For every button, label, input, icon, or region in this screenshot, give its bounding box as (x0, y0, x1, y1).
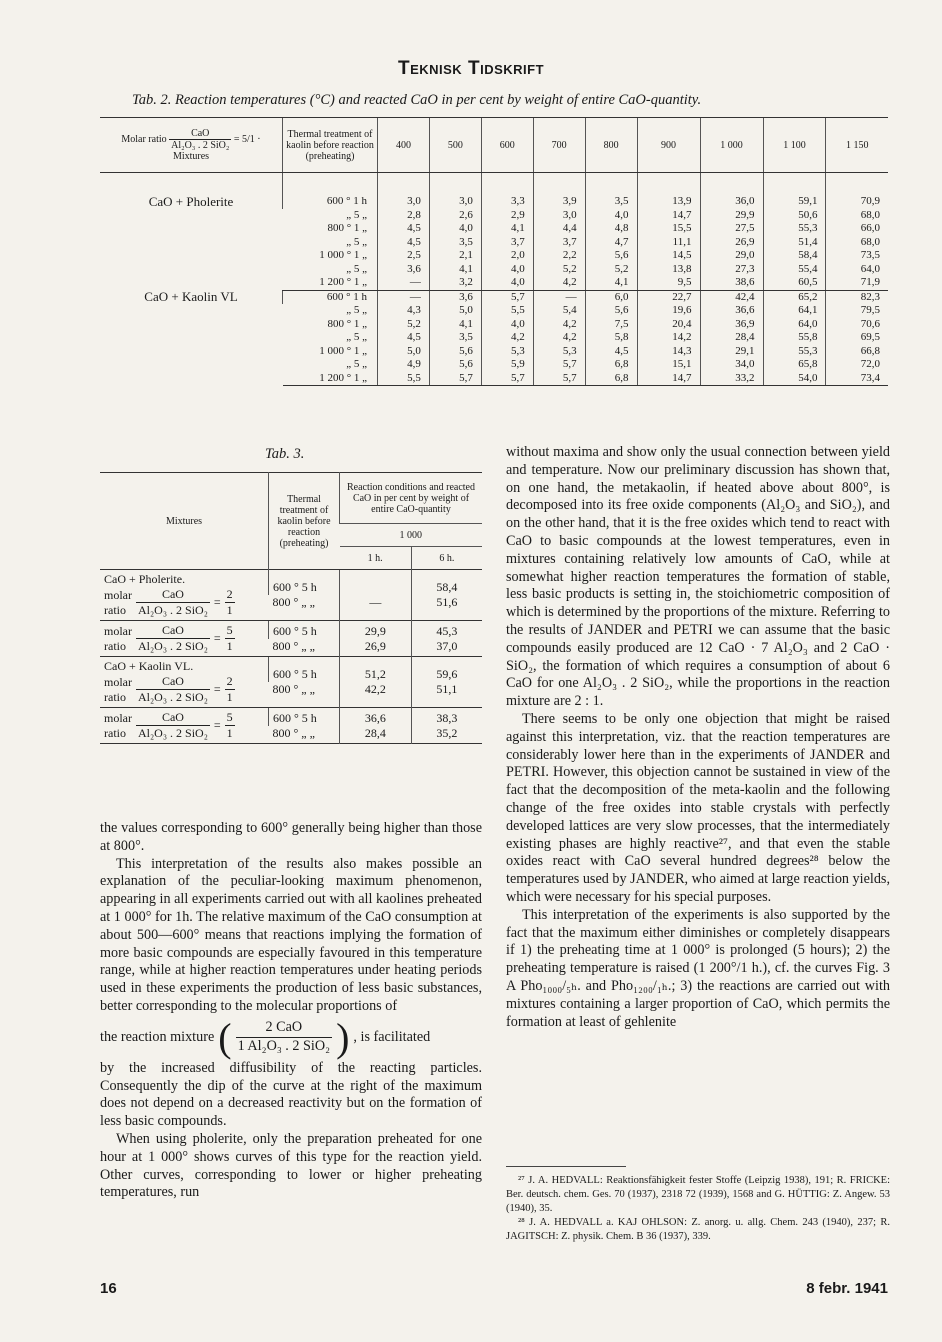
value-cell: 36,9 (700, 318, 763, 332)
value-cell: 38,6 (700, 276, 763, 290)
table-3 (100, 472, 482, 744)
journal-title: Teknisk Tidskrift (397, 58, 545, 79)
tab2-thermal-header: Thermal treatment of kaolin before reaction (preheating) (283, 118, 378, 173)
preheating-cell: „ 5 „ (346, 262, 367, 275)
value-cell: 27,3 (700, 263, 763, 277)
value-cell: 3,5 (585, 195, 637, 209)
mixture-name: CaO + Pholerite (148, 194, 234, 209)
frac-num: CaO (136, 623, 210, 639)
value-cell: 82,3 (826, 290, 888, 304)
value-cell: 2,6 (429, 209, 481, 223)
value-cell: 55,3 (763, 222, 826, 236)
value-cell: — (533, 290, 585, 304)
value-cell: 51,2 (340, 657, 412, 683)
value-cell: 3,0 (378, 195, 430, 209)
spacer-cell (585, 173, 637, 196)
value-cell: 55,8 (763, 331, 826, 345)
value-cell: 5,2 (585, 263, 637, 277)
value-cell: 28,4 (700, 331, 763, 345)
value-cell: 79,5 (826, 304, 888, 318)
value-cell: 13,9 (637, 195, 700, 209)
ratio-num: 5 (226, 623, 233, 637)
value-cell: 5,5 (378, 372, 430, 386)
molar-ratio-line (104, 623, 264, 654)
value-cell: 3,3 (481, 195, 533, 209)
value-cell: 14,7 (637, 372, 700, 386)
value-cell: 5,0 (429, 304, 481, 318)
value-cell: 55,3 (763, 345, 826, 359)
value-cell: 68,0 (826, 209, 888, 223)
ratio-label: ratio (104, 638, 126, 653)
footnotes (506, 1174, 890, 1244)
mixture-name: CaO + Kaolin VL (144, 289, 238, 304)
value-cell: 4,0 (585, 209, 637, 223)
value-cell: — (340, 595, 412, 621)
value-cell: 6,8 (585, 372, 637, 386)
preheating-cell: 800 ° 1 „ (327, 222, 367, 234)
value-cell: 58,4 (411, 570, 482, 596)
value-cell: 51,4 (763, 236, 826, 250)
value-cell: 5,0 (378, 345, 430, 359)
tab2-temp-header: 700 (533, 118, 585, 173)
value-cell: 26,9 (340, 639, 412, 657)
equals-sign: = (213, 631, 221, 645)
group-label: CaO + Pholerite. (104, 572, 186, 586)
ratio-label: ratio (104, 602, 126, 617)
value-cell: 3,9 (533, 195, 585, 209)
value-cell: 66,8 (826, 345, 888, 359)
paragraph: There seems to be only one objection that might be raised against this interpretation, viz. that the reaction temperatures are considerably lower here than in the experiments of JANDER and PETRI. However, this objection cannot be sustained in view of the fact that the decomposition of the meta-kaolin and the following change of the free oxides into stable crystals with perfectly developed lattices are very slow processes, that the intermediately existing phases are highly reactive²⁷, and that even the stable oxides react with CaO several hundred degrees²⁸ below the temperatures used by JANDER, who aimed at large reaction yields, which were necessary for his special purposes. (506, 710, 890, 905)
preheating-cell: 800 ° „ „ (272, 725, 315, 740)
value-cell: 4,5 (378, 331, 430, 345)
value-cell: 22,7 (637, 290, 700, 304)
footnote-28: ²⁸ J. A. HEDVALL a. KAJ OHLSON: Z. anorg. u. allg. Chem. 243 (1940), 237; R. JAGITSCH: Z. physik. Chem. B 36 (1937), 339. (506, 1217, 890, 1242)
value-cell: 26,9 (700, 236, 763, 250)
mixtures-label: Mixtures (172, 151, 210, 162)
value-cell: 15,1 (637, 358, 700, 372)
value-cell: 5,8 (585, 331, 637, 345)
preheating-cell: 1 200 ° 1 „ (283, 372, 378, 386)
value-cell: 64,1 (763, 304, 826, 318)
value-cell: 2,8 (378, 209, 430, 223)
preheating-cell: 1 200 ° 1 „ (283, 276, 378, 290)
ratio-num: 2 (226, 587, 233, 601)
value-cell: 5,6 (585, 304, 637, 318)
value-cell: 5,4 (533, 304, 585, 318)
paragraph: When using pholerite, only the preparation preheated for one hour at 1 000° shows curves of this type for the reaction yield. Other curves, corresponding to lower or higher preheating temperatures, run (100, 1130, 482, 1201)
value-cell: 28,4 (340, 726, 412, 744)
spacer-cell (283, 173, 378, 196)
value-cell: 27,5 (700, 222, 763, 236)
frac-den: Al₂O₃ . 2 SiO₂ (138, 603, 208, 617)
value-cell: 73,4 (826, 372, 888, 386)
preheating-cell: 800 ° „ „ (272, 682, 315, 696)
tab3-mixture-cell (100, 621, 269, 657)
spacer-cell (100, 173, 283, 196)
value-cell: 5,7 (481, 290, 533, 304)
ratio-fraction (136, 674, 210, 705)
table-row (100, 290, 888, 304)
value-cell: 5,3 (533, 345, 585, 359)
molar-label: molar (104, 710, 132, 725)
preheating-cell: 1 000 ° 1 „ (319, 344, 367, 357)
tab2-caption: Tab. 2. Reaction temperatures (°C) and reacted CaO in per cent by weight of entire CaO-quantity. (132, 92, 702, 108)
value-cell: 59,1 (763, 195, 826, 209)
value-cell: 4,0 (429, 222, 481, 236)
value-cell: 37,0 (411, 639, 482, 657)
value-cell: 42,4 (700, 290, 763, 304)
preheating-cell: 1 000 ° 1 „ (319, 249, 367, 261)
value-cell: 4,0 (481, 276, 533, 290)
ratio-value (225, 710, 235, 741)
value-cell: 4,4 (533, 222, 585, 236)
ratio-den: 1 (226, 603, 233, 617)
value-cell: 6,8 (585, 358, 637, 372)
value-cell: 5,7 (429, 372, 481, 386)
page-number: 16 (100, 1280, 117, 1297)
frac-num: CaO (136, 587, 210, 603)
preheating-cell: 600 ° 5 h (269, 657, 340, 683)
ratio-den: 1 (226, 639, 233, 653)
spacer-cell (826, 173, 888, 196)
preheating-cell: „ 5 „ (346, 331, 367, 343)
value-cell: — (378, 290, 430, 304)
value-cell: 64,0 (763, 318, 826, 332)
value-cell: 5,9 (481, 358, 533, 372)
value-cell: 33,2 (700, 372, 763, 386)
preheating-cell: 600 ° 5 h (269, 570, 340, 596)
value-cell: 36,0 (700, 195, 763, 209)
paren-close: ) (336, 1014, 350, 1060)
value-cell: 5,7 (533, 358, 585, 372)
value-cell: 35,2 (411, 726, 482, 744)
frac-den: Al₂O₃ . 2 SiO₂ (138, 726, 208, 740)
equation-fraction (236, 1019, 333, 1056)
tab3-caption: Tab. 3. (265, 446, 305, 462)
frac-den: Al₂O₃ . 2 SiO₂ (138, 639, 208, 653)
value-cell: 2,5 (378, 249, 430, 263)
ratio-den: 1 (226, 690, 233, 704)
tab2-temp-header: 600 (481, 118, 533, 173)
eq-numerator: 2 CaO (236, 1019, 333, 1038)
tab2-temp-header: 900 (637, 118, 700, 173)
spacer-cell (481, 173, 533, 196)
tab2-mixtures-header (100, 118, 283, 173)
value-cell: 3,0 (429, 195, 481, 209)
value-cell: 4,2 (481, 331, 533, 345)
value-cell: 70,9 (826, 195, 888, 209)
tab3-reaction-header: Reaction conditions and reacted CaO in per cent by weight of entire CaO-quantity (340, 473, 483, 524)
value-cell: 69,5 (826, 331, 888, 345)
eq-denominator: 1 Al₂O₃ . 2 SiO₂ (237, 1038, 331, 1055)
preheating-cell: 800 ° 1 „ (327, 317, 367, 330)
value-cell: 5,5 (481, 304, 533, 318)
value-cell: 2,9 (481, 209, 533, 223)
preheating-cell: 600 ° 1 h (283, 290, 378, 304)
spacer-cell (533, 173, 585, 196)
molar-label: molar (104, 623, 132, 638)
value-cell: 3,0 (533, 209, 585, 223)
value-cell: 5,2 (533, 263, 585, 277)
tab2-temp-header: 1 100 (763, 118, 826, 173)
ratio-fraction (136, 710, 210, 741)
molar-ratio-line (104, 674, 264, 705)
ratio-den: 1 (226, 726, 233, 740)
tab3-temp-header: 1 000 (340, 524, 483, 547)
group-label: CaO + Kaolin VL. (104, 659, 194, 673)
value-cell: 50,6 (763, 209, 826, 223)
value-cell: 70,6 (826, 318, 888, 332)
spacer-cell (378, 173, 430, 196)
value-cell: 6,0 (585, 290, 637, 304)
molar-ratio-text (104, 675, 132, 705)
tab2-spacer-row (100, 173, 888, 196)
value-cell: 7,5 (585, 318, 637, 332)
value-cell: 5,3 (481, 345, 533, 359)
value-cell (340, 570, 412, 596)
frac-num: CaO (136, 710, 210, 726)
tab2-temp-header: 1 000 (700, 118, 763, 173)
ratio-num: 2 (226, 674, 233, 688)
paragraph: the values corresponding to 600° generally being higher than those at 800°. (100, 820, 482, 854)
molar-ratio-text (104, 624, 132, 654)
spacer-cell (763, 173, 826, 196)
value-cell: 4,2 (533, 331, 585, 345)
paragraph: This interpretation of the experiments is also supported by the fact that the maximum either diminishes or completely disappears if 1) the preheating time at 1 000° is prolonged (5 hours); 2) the preheating temperature is raised (1 200°/1 h.), cf. the curves Fig. 3 A Pho₁₀₀₀/₅ₕ. and Pho₁₂₀₀/₁ₕ.; 3) the reactions are carried out with mixtures containing a larger proportion of CaO, which permits the formation at least of gehlenite (506, 906, 890, 1030)
molar-ratio-label: Molar ratio (121, 133, 167, 145)
ratio-value: = 5/1 · (233, 133, 261, 145)
value-cell: 5,7 (481, 372, 533, 386)
value-cell: 64,0 (826, 263, 888, 277)
preheating-cell: „ 5 „ (346, 358, 367, 370)
value-cell: 4,1 (429, 263, 481, 277)
frac-num: CaO (136, 674, 210, 690)
paragraph: This interpretation of the results also makes possible an explanation of the peculiar-looking maximum phenomenon, appearing in all experiments carried out with all kaolines preheated at 1 000° for 1h. The relative maximum of the CaO consumption at about 500—600° means that reactions implying the formation of more basic compounds are especially favoured in this temperature range, while at higher reaction temperatures under heating periods used in these experiments the production of less basic substances, better corresponding to the molecular proportions of (100, 855, 482, 1014)
ratio-value (225, 587, 235, 618)
ratio-value (225, 674, 235, 705)
value-cell: 36,6 (700, 304, 763, 318)
tab3-1h-header: 1 h. (340, 547, 412, 570)
preheating-cell: „ 5 „ (346, 208, 367, 221)
value-cell: 4,8 (585, 222, 637, 236)
tab3-thermal-header: Thermal treatment of kaolin before reaction (preheating) (269, 473, 340, 570)
tab3-6h-header: 6 h. (411, 547, 482, 570)
value-cell: 38,3 (411, 708, 482, 726)
value-cell: 4,2 (533, 276, 585, 290)
paren-open: ( (218, 1014, 232, 1060)
value-cell: 9,5 (637, 276, 700, 290)
table-row (100, 708, 482, 726)
value-cell: 71,9 (826, 276, 888, 290)
value-cell: 4,0 (481, 263, 533, 277)
value-cell: 29,9 (700, 209, 763, 223)
molar-ratio-line (104, 587, 264, 618)
value-cell: 4,3 (378, 304, 430, 318)
value-cell: 3,6 (429, 290, 481, 304)
tab3-mixtures-header: Mixtures (165, 515, 203, 527)
spacer-cell (637, 173, 700, 196)
paragraph: without maxima and show only the usual connection between yield and temperature. Now our preliminary discussion has shown that, on one hand, the metakaolin, if heated above about 800°, is decomposed into its free oxide components (Al₂O₃ and SiO₂), and on the other hand, that it is the free oxides which tend to react with CaO to basic compounds at the lowest temperatures, even in mixtures containing relatively low amounts of CaO, while at somewhat higher reaction temperatures the formation of stable, less basic products is setting in, the stoichiometric composition of which is determined by the proportions of the mixture. Referring to the results of JANDER and PETRI we can assume that the basic compounds easily produced are 12 CaO · 7 Al₂O₃ and 2 CaO · SiO₂, the formation of which requires a consumption of about 6 CaO for one Al₂O₃ . 2 SiO₂, while the proportions in the reaction mixture are 2 : 1. (506, 444, 890, 710)
ratio-value (225, 623, 235, 654)
value-cell: 36,6 (340, 708, 412, 726)
ratio-label: ratio (104, 725, 126, 740)
value-cell: 4,5 (378, 236, 430, 250)
preheating-cell: 600 ° 5 h (269, 621, 340, 639)
value-cell: 4,2 (533, 318, 585, 332)
tab3-mixture-cell (100, 570, 269, 621)
value-cell: 4,0 (481, 318, 533, 332)
frac-num: CaO (169, 128, 231, 140)
value-cell: 55,4 (763, 263, 826, 277)
table-row (100, 570, 482, 596)
frac-den: Al₂O₃ . 2 SiO₂ (171, 140, 230, 151)
value-cell: 3,2 (429, 276, 481, 290)
preheating-cell: 600 ° 1 h (283, 195, 378, 209)
value-cell: — (378, 276, 430, 290)
equals-sign: = (213, 595, 221, 609)
value-cell: 68,0 (826, 236, 888, 250)
tab3-mixture-cell (100, 708, 269, 744)
table-row (100, 657, 482, 683)
value-cell: 4,1 (429, 318, 481, 332)
preheating-cell: „ 5 „ (346, 304, 367, 316)
value-cell: 42,2 (340, 682, 412, 708)
value-cell: 5,6 (585, 249, 637, 263)
value-cell: 13,8 (637, 263, 700, 277)
right-column (506, 444, 890, 1031)
value-cell: 19,6 (637, 304, 700, 318)
value-cell: 51,1 (411, 682, 482, 708)
value-cell: 14,5 (637, 249, 700, 263)
value-cell: 4,1 (481, 222, 533, 236)
value-cell: 3,7 (533, 236, 585, 250)
equation-suffix: , is facilitated (353, 1028, 431, 1045)
value-cell: 4,5 (378, 222, 430, 236)
equals-sign: = (213, 718, 221, 732)
value-cell: 20,4 (637, 318, 700, 332)
value-cell: 14,7 (637, 209, 700, 223)
value-cell: 5,6 (429, 345, 481, 359)
value-cell: 58,4 (763, 249, 826, 263)
value-cell: 65,2 (763, 290, 826, 304)
table-row (100, 621, 482, 639)
preheating-cell: 800 ° „ „ (272, 638, 315, 653)
value-cell: 11,1 (637, 236, 700, 250)
value-cell: 14,3 (637, 345, 700, 359)
value-cell: 3,6 (378, 263, 430, 277)
value-cell: 4,9 (378, 358, 430, 372)
ratio-num: 5 (226, 710, 233, 724)
value-cell: 72,0 (826, 358, 888, 372)
value-cell: 51,6 (411, 595, 482, 621)
tab3-mixture-cell (100, 657, 269, 708)
value-cell: 29,0 (700, 249, 763, 263)
value-cell: 73,5 (826, 249, 888, 263)
footnote-rule (506, 1166, 626, 1167)
value-cell: 2,1 (429, 249, 481, 263)
preheating-cell: 800 ° „ „ (272, 595, 315, 609)
value-cell: 15,5 (637, 222, 700, 236)
equation-prefix: the reaction mixture (100, 1028, 215, 1045)
value-cell: 59,6 (411, 657, 482, 683)
molar-ratio-text (104, 711, 132, 741)
issue-date: 8 febr. 1941 (806, 1280, 888, 1297)
ratio-fraction (136, 587, 210, 618)
value-cell: 14,2 (637, 331, 700, 345)
value-cell: 54,0 (763, 372, 826, 386)
value-cell: 2,0 (481, 249, 533, 263)
value-cell: 34,0 (700, 358, 763, 372)
equals-sign: = (213, 682, 221, 696)
molar-label: molar (104, 674, 132, 689)
molar-label: molar (104, 587, 132, 602)
value-cell: 60,5 (763, 276, 826, 290)
value-cell: 5,7 (533, 372, 585, 386)
value-cell: 29,1 (700, 345, 763, 359)
tab2-temp-header: 500 (429, 118, 481, 173)
value-cell: 3,7 (481, 236, 533, 250)
value-cell: 3,5 (429, 236, 481, 250)
molar-ratio-text (104, 588, 132, 618)
left-column (100, 820, 482, 1202)
tab2-temp-header: 800 (585, 118, 637, 173)
frac-den: Al₂O₃ . 2 SiO₂ (138, 690, 208, 704)
equation-line (100, 1014, 482, 1060)
value-cell: 4,1 (585, 276, 637, 290)
footnote-27: ²⁷ J. A. HEDVALL: Reaktionsfähigkeit fester Stoffe (Leipzig 1938), 191; R. FRICKE: Ber. deutsch. chem. Ges. 70 (1937), 2318 72 (1939), 1568 and G. HÜTTIG: Z. Angew. 53 (1940), 35. (506, 1175, 890, 1214)
value-cell: 5,6 (429, 358, 481, 372)
ratio-fraction (136, 623, 210, 654)
value-cell: 65,8 (763, 358, 826, 372)
ratio-fraction (169, 128, 231, 151)
value-cell: 45,3 (411, 621, 482, 639)
value-cell: 4,7 (585, 236, 637, 250)
tab2-temp-header: 1 150 (826, 118, 888, 173)
spacer-cell (429, 173, 481, 196)
value-cell: 4,5 (585, 345, 637, 359)
preheating-cell: „ 5 „ (346, 235, 367, 248)
preheating-cell: 600 ° 5 h (269, 708, 340, 726)
value-cell: 5,2 (378, 318, 430, 332)
paragraph: by the increased diffusibility of the reacting particles. Consequently the dip of the curve at the right of the maximum does not depend on a decreased reactivity but on the formation of less basic compounds. (100, 1059, 482, 1130)
table-2 (100, 117, 888, 386)
value-cell: 3,5 (429, 331, 481, 345)
value-cell: 2,2 (533, 249, 585, 263)
value-cell: 29,9 (340, 621, 412, 639)
molar-ratio-line (104, 710, 264, 741)
table-row (100, 195, 888, 209)
value-cell: 66,0 (826, 222, 888, 236)
spacer-cell (700, 173, 763, 196)
ratio-label: ratio (104, 689, 126, 704)
tab2-temp-header: 400 (378, 118, 430, 173)
